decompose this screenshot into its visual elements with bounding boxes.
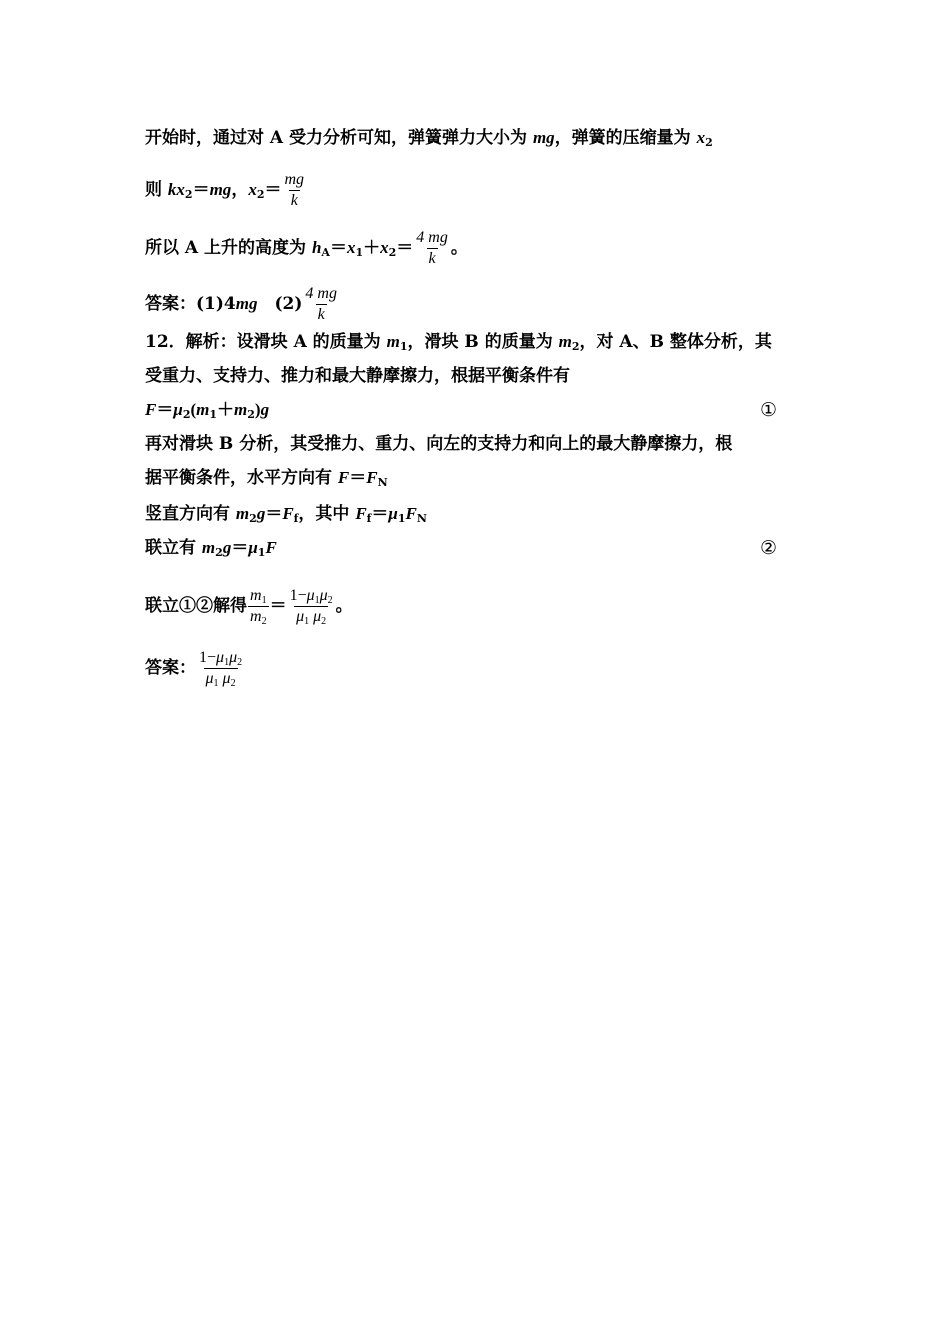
text-line-2: 则 $kx_2=mg$，$x_2=$ $\frac{mg}{k}$ [145,171,305,209]
equation-1: $F=\mu_2(m_1+m_2)g$ [145,400,270,421]
text-line-12a: 12．解析：设滑块 A 的质量为 $m_1$，滑块 B 的质量为 $m_2$，对 A、B 整体分析，其 [145,332,772,353]
equation-marker-2: ② [760,537,778,559]
fraction-mu-ratio: $\frac{1-\mu_1\mu_2}{\mu_1 \mu_2}$ [289,587,333,627]
fraction-answer-mu-ratio: $\frac{1-\mu_1\mu_2}{\mu_1 \mu_2}$ [199,649,243,689]
text-line-3: 所以 A 上升的高度为 $h_A=x_1+x_2=$ $\frac{4 mg}{k}$ 。 [145,229,468,267]
answer-line-11: 答案：(1)4mg (2) $\frac{4 mg}{k}$ [145,285,337,323]
answer-line-12: 答案： $\frac{1-\mu_1\mu_2}{\mu_1 \mu_2}$ [145,649,243,689]
fraction-m1-over-m2: $\frac{m_1}{m_2}$ [250,587,267,627]
text-line-12f: 联立①②解得 $\frac{m_1}{m_2}$ ＝ $\frac{1-\mu_1\mu_2}{\mu_1 \mu_2}$ 。 [145,587,353,627]
text-line-12e: 竖直方向有 $m_2g=F_f$，其中 $F_f=\mu_1F_N$ [145,504,427,525]
text-line-12d: 据平衡条件，水平方向有 $F=F_N$ [145,468,388,489]
fraction-mg-over-k: $\frac{mg}{k}$ [284,171,305,209]
fraction-4mg-over-k: $\frac{4 mg}{k}$ [416,229,448,267]
equation-marker-1: ① [760,399,778,421]
fraction-4mg-over-k-answer: $\frac{4 mg}{k}$ [305,285,337,323]
text-line-12b: 受重力、支持力、推力和最大静摩擦力，根据平衡条件有 [145,366,570,386]
text-line-12c: 再对滑块 B 分析，其受推力、重力、向左的支持力和向上的最大静摩擦力，根 [145,434,733,454]
equation-2: 联立有 $m_2g=\mu_1F$ [145,538,277,559]
text-line-1: 开始时，通过对 A 受力分析可知，弹簧弹力大小为 mg，弹簧的压缩量为 $x_2$ [145,128,713,149]
